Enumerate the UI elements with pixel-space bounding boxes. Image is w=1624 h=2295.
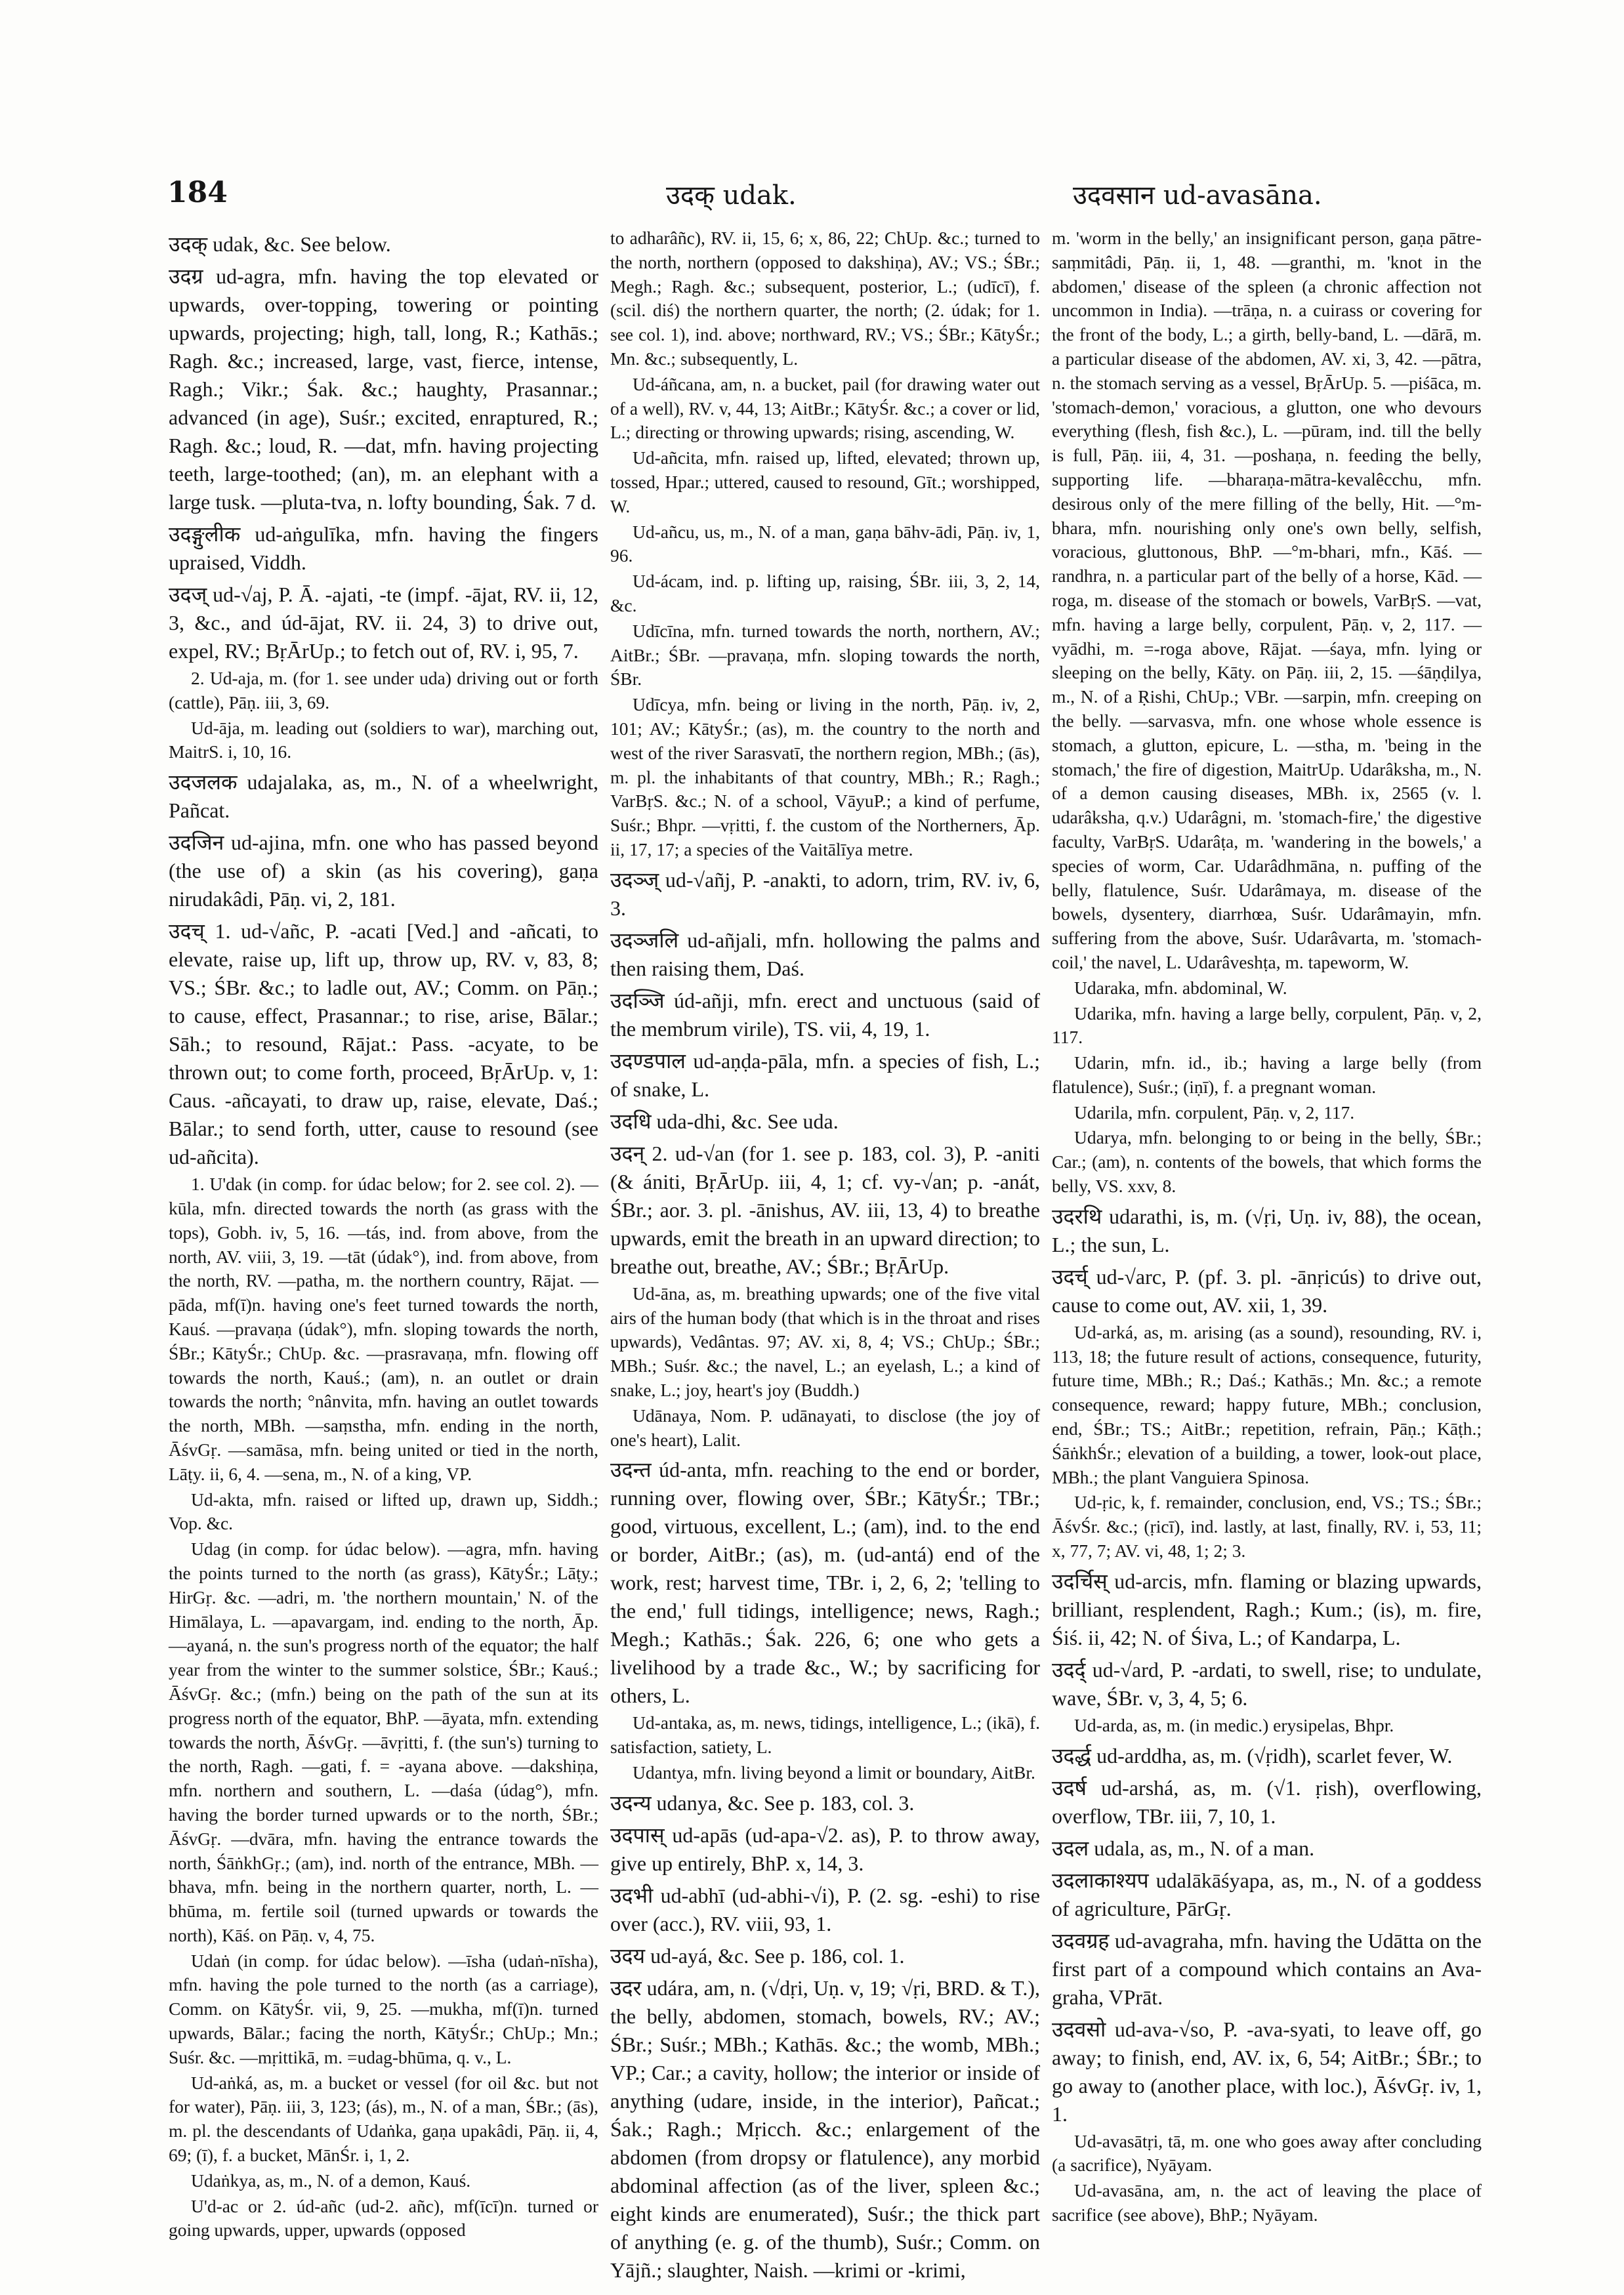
dictionary-headword-entry: उदर्चिस् ud-arcis, mfn. flaming or blazing upwards, brilliant, resplendent, Ragh.; Kum.; (is), m. fire, Śiś. ii, 42; N. of Śiva, L.; of Kandarpa, L. xyxy=(1052,1569,1482,1649)
dictionary-headword-entry: उदन्त úd-anta, mfn. reaching to the end or border, running over, flowing over, ŚBr.; KātyŚr.; TBr.; good, virtuous, excellent, L.; (am), ind. to the end or border, AitBr.; (as), m. (ud-antá) end of the work, rest; harvest time, TBr. i, 2, 6, 2; 'telling to the end,' full tidings, intelligence; news, Ragh.; Megh.; Kathās.; Śak. 226, 6; one who gets a livelihood by a trade &c., W.; by sacrificing for others, L. xyxy=(610,1458,1040,1708)
dictionary-subentry: Ud-antaka, as, m. news, tidings, intelligence, L.; (ikā), f. satisfaction, satiety, L. xyxy=(610,1712,1040,1758)
header-last-word: उदवसान ud-avasāna. xyxy=(1073,180,1322,211)
column-3 xyxy=(1052,226,1482,2254)
dictionary-headword-entry: उदञ्जि úd-añji, mfn. erect and unctuous (said of the membrum virile), TS. vii, 4, 19, 1. xyxy=(610,988,1040,1041)
dictionary-headword-entry: उदर्ष ud-arshá, as, m. (√1. ṛish), overflowing, overflow, TBr. iii, 7, 10, 1. xyxy=(1052,1775,1482,1828)
dictionary-headword-entry: उदक् udak, &c. See below. xyxy=(169,232,391,256)
dictionary-subentry: Udīcya, mfn. being or living in the north, Pāṇ. iv, 2, 101; AV.; KātyŚr.; (as), m. the country to the north and west of the river Sarasvatī, the northern region, MBh.; (ās), m. pl. the inhabitants of that country, MBh.; R.; Ragh.; VarBṛS. &c.; N. of a school, VāyuP.; a kind of perfume, Suśr.; Bhpr. —vṛitti, f. the custom of the Northerners, Āp. ii, 17, 17; a species of the Vaitālīya metre. xyxy=(610,694,1040,859)
running-header xyxy=(167,176,1476,215)
dictionary-subentry: Ud-añcita, mfn. raised up, lifted, elevated; thrown up, tossed, Hpar.; uttered, caused to resound, Gīt.; worshipped, W. xyxy=(610,447,1040,516)
dictionary-subentry: Ud-avasāna, am, n. the act of leaving the place of sacrifice (see above), BhP.; Nyāyam. xyxy=(1052,2180,1482,2225)
dictionary-headword-entry: उदलाकाश्यप udalākāśyapa, as, m., N. of a goddess of agriculture, PārGṛ. xyxy=(1052,1868,1482,1920)
dictionary-subentry: Ud-ácam, ind. p. lifting up, raising, ŚBr. iii, 3, 2, 14, &c. xyxy=(610,571,1040,615)
dictionary-subentry: Ud-avasātṛi, tā, m. one who goes away after concluding (a sacrifice), Nyāyam. xyxy=(1052,2130,1482,2176)
dictionary-headword-entry: उदन्य udanya, &c. See p. 183, col. 3. xyxy=(610,1790,915,1815)
dictionary-headword-entry: उदय ud-ayá, &c. See p. 186, col. 1. xyxy=(610,1943,905,1968)
dictionary-subentry: Udantya, mfn. living beyond a limit or boundary, AitBr. xyxy=(633,1762,1035,1783)
dictionary-subentry: to adharâñc), RV. ii, 15, 6; x, 86, 22; ChUp. &c.; turned to the north, northern (opposed to dakshiṇa), AV.; VS.; ŚBr.; Megh.; Ragh. &c.; subsequent, posterior, L.; (udīcī), f. (scil. diś) the northern quarter, the north; (2. údak; for 1. see col. 1), ind. above; northward, RV.; VS.; ŚBr.; KātyŚr.; Mn. &c.; subsequently, L. xyxy=(610,228,1040,369)
dictionary-subentry: Ud-arda, as, m. (in medic.) erysipelas, Bhpr. xyxy=(1074,1714,1394,1735)
column-1 xyxy=(169,226,598,2254)
column-2 xyxy=(610,226,1040,2282)
dictionary-subentry: Ud-akta, mfn. raised or lifted up, drawn up, Siddh.; Vop. &c. xyxy=(169,1489,598,1534)
dictionary-headword-entry: उदङ्गुलीक ud-aṅgulīka, mfn. having the fingers upraised, Viddh. xyxy=(169,522,598,574)
dictionary-subentry: Udarika, mfn. having a large belly, corpulent, Pāṇ. v, 2, 117. xyxy=(1052,1003,1482,1048)
header-first-word: उदक् udak. xyxy=(666,180,797,211)
dictionary-headword-entry: उदवग्रह ud-avagraha, mfn. having the Udātta on the first part of a compound which contains an Ava-graha, VPrāt. xyxy=(1052,1928,1482,2009)
dictionary-subentry: Udarila, mfn. corpulent, Pāṇ. v, 2, 117. xyxy=(1074,1102,1355,1123)
dictionary-subentry: Udarin, mfn. id., ib.; having a large belly (from flatulence), Suśr.; (iṇī), f. a pregnant woman. xyxy=(1052,1052,1482,1097)
dictionary-headword-entry: उदवसो ud-ava-√so, P. -ava-syati, to leave off, go away; to finish, end, AV. ix, 6, 54; AitBr.; ŚBr.; to go away to (another place, with loc.), ĀśvGṛ. iv, 1, 1. xyxy=(1052,2017,1482,2126)
dictionary-subentry: Udaṅkya, as, m., N. of a demon, Kauś. xyxy=(191,2170,471,2191)
dictionary-headword-entry: उदर्च् ud-√arc, P. (pf. 3. pl. -ānṛicús) to drive out, cause to come out, AV. xii, 1, 39. xyxy=(1052,1264,1482,1317)
page-number: 184 xyxy=(167,176,228,209)
dictionary-subentry: Udarya, mfn. belonging to or being in the belly, ŚBr.; Car.; (am), n. contents of the bowels, that which forms the belly, VS. xxv, 8. xyxy=(1052,1127,1482,1197)
dictionary-headword-entry: उदभी ud-abhī (ud-abhi-√i), P. (2. sg. -eshi) to rise over (acc.), RV. viii, 93, 1. xyxy=(610,1883,1040,1935)
dictionary-headword-entry: उदल udala, as, m., N. of a man. xyxy=(1052,1836,1315,1860)
dictionary-subentry: Udānaya, Nom. P. udānayati, to disclose (the joy of one's heart), Lalit. xyxy=(610,1405,1040,1450)
dictionary-subentry: Udīcīna, mfn. turned towards the north, northern, AV.; AitBr.; ŚBr. —pravaṇa, mfn. sloping towards the north, ŚBr. xyxy=(610,620,1040,690)
dictionary-headword-entry: उदर्द् ud-√ard, P. -ardati, to swell, rise; to undulate, wave, ŚBr. v, 3, 4, 5; 6. xyxy=(1052,1657,1482,1710)
dictionary-subentry: 2. Ud-aja, m. (for 1. see under uda) driving out or forth (cattle), Pāṇ. iii, 3, 69. xyxy=(169,668,598,713)
dictionary-subentry: Udag (in comp. for údac below). —agra, mfn. having the points turned to the north (as grass), KātyŚr.; Lāṭy.; HirGṛ. &c. —adri, m. 'the northern mountain,' N. of the Himālaya, L. —apavargam, ind. ending to the north, Āp. —ayaná, n. the sun's progress north of the equator; the half year from the winter to the summer solstice, ŚBr.; Kauś.; ĀśvGṛ. &c.; (mfn.) being on the path of the sun at its progress north of the equator, BhP. —āyata, mfn. extending towards the north, ĀśvGṛ. —āvṛitti, f. (the sun's) turning to the north, Ragh. —gati, f. = -ayana above. —dakshiṇa, mfn. northern and southern, L. —daśa (údag°), mfn. having the border turned upwards or to the north, ŚBr.; ĀśvGṛ. —dvāra, mfn. having the entrance towards the north, ŚāṅkhGṛ.; (am), ind. north of the entrance, MBh. —bhava, mfn. being in the northern quarter, north, L. —bhūma, m. fertile soil (turned upwards or towards the north), Kāś. on Pāṇ. v, 4, 75. xyxy=(169,1539,598,1945)
dictionary-headword-entry: उदजलक udajalaka, as, m., N. of a wheelwright, Pañcat. xyxy=(169,770,598,823)
dictionary-headword-entry: उदज् ud-√aj, P. Ā. -ajati, -te (impf. -ājat, RV. ii, 12, 3, &c., and úd-ājat, RV. ii. 24, 3) to drive out, expel, RV.; BṛĀrUp.; to fetch out of, RV. i, 95, 7. xyxy=(169,583,598,663)
dictionary-subentry: Ud-aṅká, as, m. a bucket or vessel (for oil &c. but not for water), Pāṇ. iii, 3, 123; (ás), m., N. of a man, ŚBr.; (ās), m. pl. the descendants of Udaṅka, gaṇa upakâdi, Pāṇ. ii, 4, 69; (ī), f. a bucket, MānŚr. i, 1, 2. xyxy=(169,2072,598,2166)
dictionary-headword-entry: उदर udára, am, n. (√dṛi, Uṇ. v, 19; √ṛi, BRD. & T.), the belly, abdomen, stomach, bowels, RV.; AV.; ŚBr.; Suśr.; MBh.; Kathās. &c.; the womb, MBh.; VP.; Car.; a cavity, hollow; the interior or inside of anything (udare, inside, in the interior), Pañcat.; Śak.; Ragh.; Mṛicch. &c.; enlargement of the abdomen (from dropsy or flatulence), any morbid abdominal affection (as of the liver, spleen &c.; eight kinds are enumerated), Suśr.; the thick part of anything (e. g. of the thumb), Suśr.; Comm. on Yājñ.; slaughter, Naish. —krimi or -krimi, xyxy=(610,1975,1040,2282)
dictionary-subentry: Ud-ṛic, k, f. remainder, conclusion, end, VS.; TS.; ŚBr.; ĀśvŚr. &c.; (ṛicī), ind. lastly, at last, finally, RV. i, 53, 11; x, 77, 7; AV. vi, 48, 1; 2; 3. xyxy=(1052,1492,1482,1561)
dictionary-subentry: Udaṅ (in comp. for údac below). —īsha (udaṅ-nīsha), mfn. having the pole turned to the north (as a carriage), Comm. on KātyŚr. vii, 9, 25. —mukha, mf(ī)n. turned upwards, Bālar.; facing the north, KātyŚr.; ChUp.; Mn.; Suśr. &c. —mṛittikā, m. =udag-bhūma, q. v., L. xyxy=(169,1950,598,2067)
dictionary-headword-entry: उदण्डपाल ud-aṇḍa-pāla, mfn. a species of fish, L.; of snake, L. xyxy=(610,1048,1040,1101)
dictionary-headword-entry: उदञ्जलि ud-añjali, mfn. hollowing the palms and then raising them, Daś. xyxy=(610,928,1040,980)
dictionary-subentry: Ud-arká, as, m. arising (as a sound), resounding, RV. i, 113, 18; the future result of actions, consequence, futurity, future time, MBh.; R.; Daś.; Kathās.; Mn. &c.; a remote consequence, reward; happy future, MBh.; conclusion, end, ŚBr.; TS.; AitBr.; repetition, refrain, Pāṇ.; Kāṭh.; ŚāṅkhŚr.; elevation of a building, a tower, look-out place, MBh.; the plant Vanguiera Spinosa. xyxy=(1052,1321,1482,1487)
dictionary-headword-entry: उदपास् ud-apās (ud-apa-√2. as), P. to throw away, give up entirely, BhP. x, 14, 3. xyxy=(610,1823,1040,1875)
dictionary-subentry: m. 'worm in the belly,' an insignificant person, gaṇa pātre-saṃmitâdi, Pāṇ. ii, 1, 48. —granthi, m. 'knot in the abdomen,' disease of the spleen (a chronic affection not uncommon in India). —trāṇa, n. a cuirass or covering for the front of the body, L.; a girth, belly-band, L. —dārā, m. a particular disease of the abdomen, AV. xi, 3, 42. —pātra, n. the stomach serving as a vessel, BṛĀrUp. 5. —piśāca, m. 'stomach-demon,' voracious, a glutton, one who devours everything (flesh, fish &c.), L. —pūram, ind. till the belly is full, Pāṇ. iii, 4, 31. —poshaṇa, n. feeding the belly, supporting life. —bharaṇa-mātra-kevalêcchu, mfn. desirous only of the mere filling of the belly, Hit. —°m-bhara, mfn. nourishing only one's own belly, selfish, voracious, gluttonous, BhP. —°m-bhari, mfn., Kāś. —randhra, n. a particular part of the belly of a horse, Kād. —roga, m. disease of the stomach or bowels, VarBṛS. —vat, mfn. having a large belly, corpulent, Pāṇ. v, 2, 117. —vyādhi, m. =-roga above, Rājat. —śaya, mfn. lying or sleeping on the belly, Kāty. on Pāṇ. iii, 2, 15. —śāṇḍilya, m., N. of a Ṛishi, ChUp.; VBr. —sarpin, mfn. creeping on the belly. —sarvasva, mfn. one whose whole essence is stomach, a glutton, epicure, L. —stha, m. 'being in the stomach,' the fire of digestion, MaitrUp. Udarâksha, m., N. of a demon causing diseases, MBh. ix, 2565 (v. l. udarâksha, q.v.) Udarâgni, m. 'stomach-fire,' the digestive faculty, VarBṛS. Udarâṭa, m. 'wandering in the bowels,' a species of worm, Car. Udarâdhmāna, n. puffing of the belly, flatulence, Suśr. Udarâmaya, m. disease of the bowels, dysentery, diarrhœa, Suśr. Udarâmayin, mfn. suffering from the above, Suśr. Udarâvarta, m. 'stomach-coil,' the navel, L. Udarâveshṭa, m. tapeworm, W. xyxy=(1052,228,1482,972)
dictionary-headword-entry: उदजिन ud-ajina, mfn. one who has passed beyond (the use of) a skin (as his covering), gaṇa nirudakâdi, Pāṇ. vi, 2, 181. xyxy=(169,831,598,911)
dictionary-headword-entry: उदरथि udarathi, is, m. (√ṛi, Uṇ. iv, 88), the ocean, L.; the sun, L. xyxy=(1052,1204,1482,1256)
dictionary-headword-entry: उदग्र ud-agra, mfn. having the top elevated or upwards, over-topping, towering or pointing upwards, projecting; high, tall, long, R.; Kathās.; Ragh. &c.; increased, large, vast, fierce, intense, Ragh.; Vikr.; Śak. &c.; haughty, Prasannar.; advanced (in age), Suśr.; excited, enraptured, R.; Ragh. &c.; loud, R. —dat, mfn. having projecting teeth, large-toothed; (an), m. an elephant with a large tusk. —pluta-tva, n. lofty bounding, Śak. 7 d. xyxy=(169,264,598,514)
dictionary-subentry: U'd-ac or 2. úd-añc (ud-2. añc), mf(īcī)n. turned or going upwards, upper, upwards (opposed xyxy=(169,2195,598,2241)
dictionary-subentry: Ud-añcu, us, m., N. of a man, gaṇa bāhv-ādi, Pāṇ. iv, 1, 96. xyxy=(610,521,1040,566)
dictionary-headword-entry: उदर्द्ध ud-arddha, as, m. (√ṛidh), scarlet fever, W. xyxy=(1052,1743,1453,1768)
dictionary-headword-entry: उदधि uda-dhi, &c. See uda. xyxy=(610,1109,839,1133)
dictionary-subentry: Ud-āja, m. leading out (soldiers to war), marching out, MaitrS. i, 10, 16. xyxy=(169,717,598,762)
dictionary-headword-entry: उदञ्ज् ud-√añj, P. -anakti, to adorn, trim, RV. iv, 6, 3. xyxy=(610,867,1040,920)
dictionary-headword-entry: उदच् 1. ud-√añc, P. -acati [Ved.] and -añcati, to elevate, raise up, lift up, throw up, RV. v, 83, 8; VS.; ŚBr. &c.; to ladle out, AV.; Comm. on Pāṇ.; to cause, effect, Prasannar.; to rise, arise, Bālar.; Sāh.; to resound, Rājat.: Pass. -acyate, to be thrown out; to come forth, proceed, BṛĀrUp. v, 1: Caus. -añcayati, to draw up, raise, elevate, Daś.; Bālar.; to send forth, utter, cause to resound (see ud-añcita). xyxy=(169,919,598,1169)
dictionary-subentry: 1. U'dak (in comp. for údac below; for 2. see col. 2). —kūla, mfn. directed towards the north (as grass with the tops), Gobh. iv, 5, 16. —tás, ind. from above, from the north, AV. viii, 3, 19. —tāt (údak°), ind. from above, from the north, RV. —patha, m. the northern country, Rājat. —pāda, mf(ī)n. having one's feet turned towards the north, Kauś. —pravaṇa (údak°), mfn. sloping towards the north, ŚBr.; KātyŚr.; ChUp. &c. —prasravaṇa, mfn. flowing off towards the north, Kauś.; (am), n. an outlet or drain towards the north; °nânvita, mfn. having an outlet towards the north, MBh. —saṃstha, mfn. ending in the north, ĀśvGṛ. —samāsa, mfn. being united or tied in the north, Lāṭy. ii, 6, 4. —sena, m., N. of a king, VP. xyxy=(169,1174,598,1484)
dictionary-headword-entry: उदन् 2. ud-√an (for 1. see p. 183, col. 3), P. -aniti (& ániti, BṛĀrUp. iii, 4, 1; cf. vy-√an; p. -anát, ŚBr.; aor. 3. pl. -ānishus, AV. iii, 13, 4) to breathe upwards, emit the breath in an upward direction; to breathe out, breathe, AV.; ŚBr.; BṛĀrUp. xyxy=(610,1141,1040,1278)
dictionary-subentry: Udaraka, mfn. abdominal, W. xyxy=(1074,977,1287,998)
dictionary-subentry: Ud-āna, as, m. breathing upwards; one of the five vital airs of the human body (that which is in the throat and rises upwards), Vedântas. 97; AV. xi, 8, 4; VS.; ChUp.; ŚBr.; MBh.; Suśr. &c.; the navel, L.; an eyelash, L.; a kind of snake, L.; joy, heart's joy (Buddh.) xyxy=(610,1283,1040,1400)
dictionary-subentry: Ud-áñcana, am, n. a bucket, pail (for drawing water out of a well), RV. v, 44, 13; AitBr.; KātyŚr. &c.; a cover or lid, L.; directing or throwing upwards; rising, ascending, W. xyxy=(610,373,1040,443)
